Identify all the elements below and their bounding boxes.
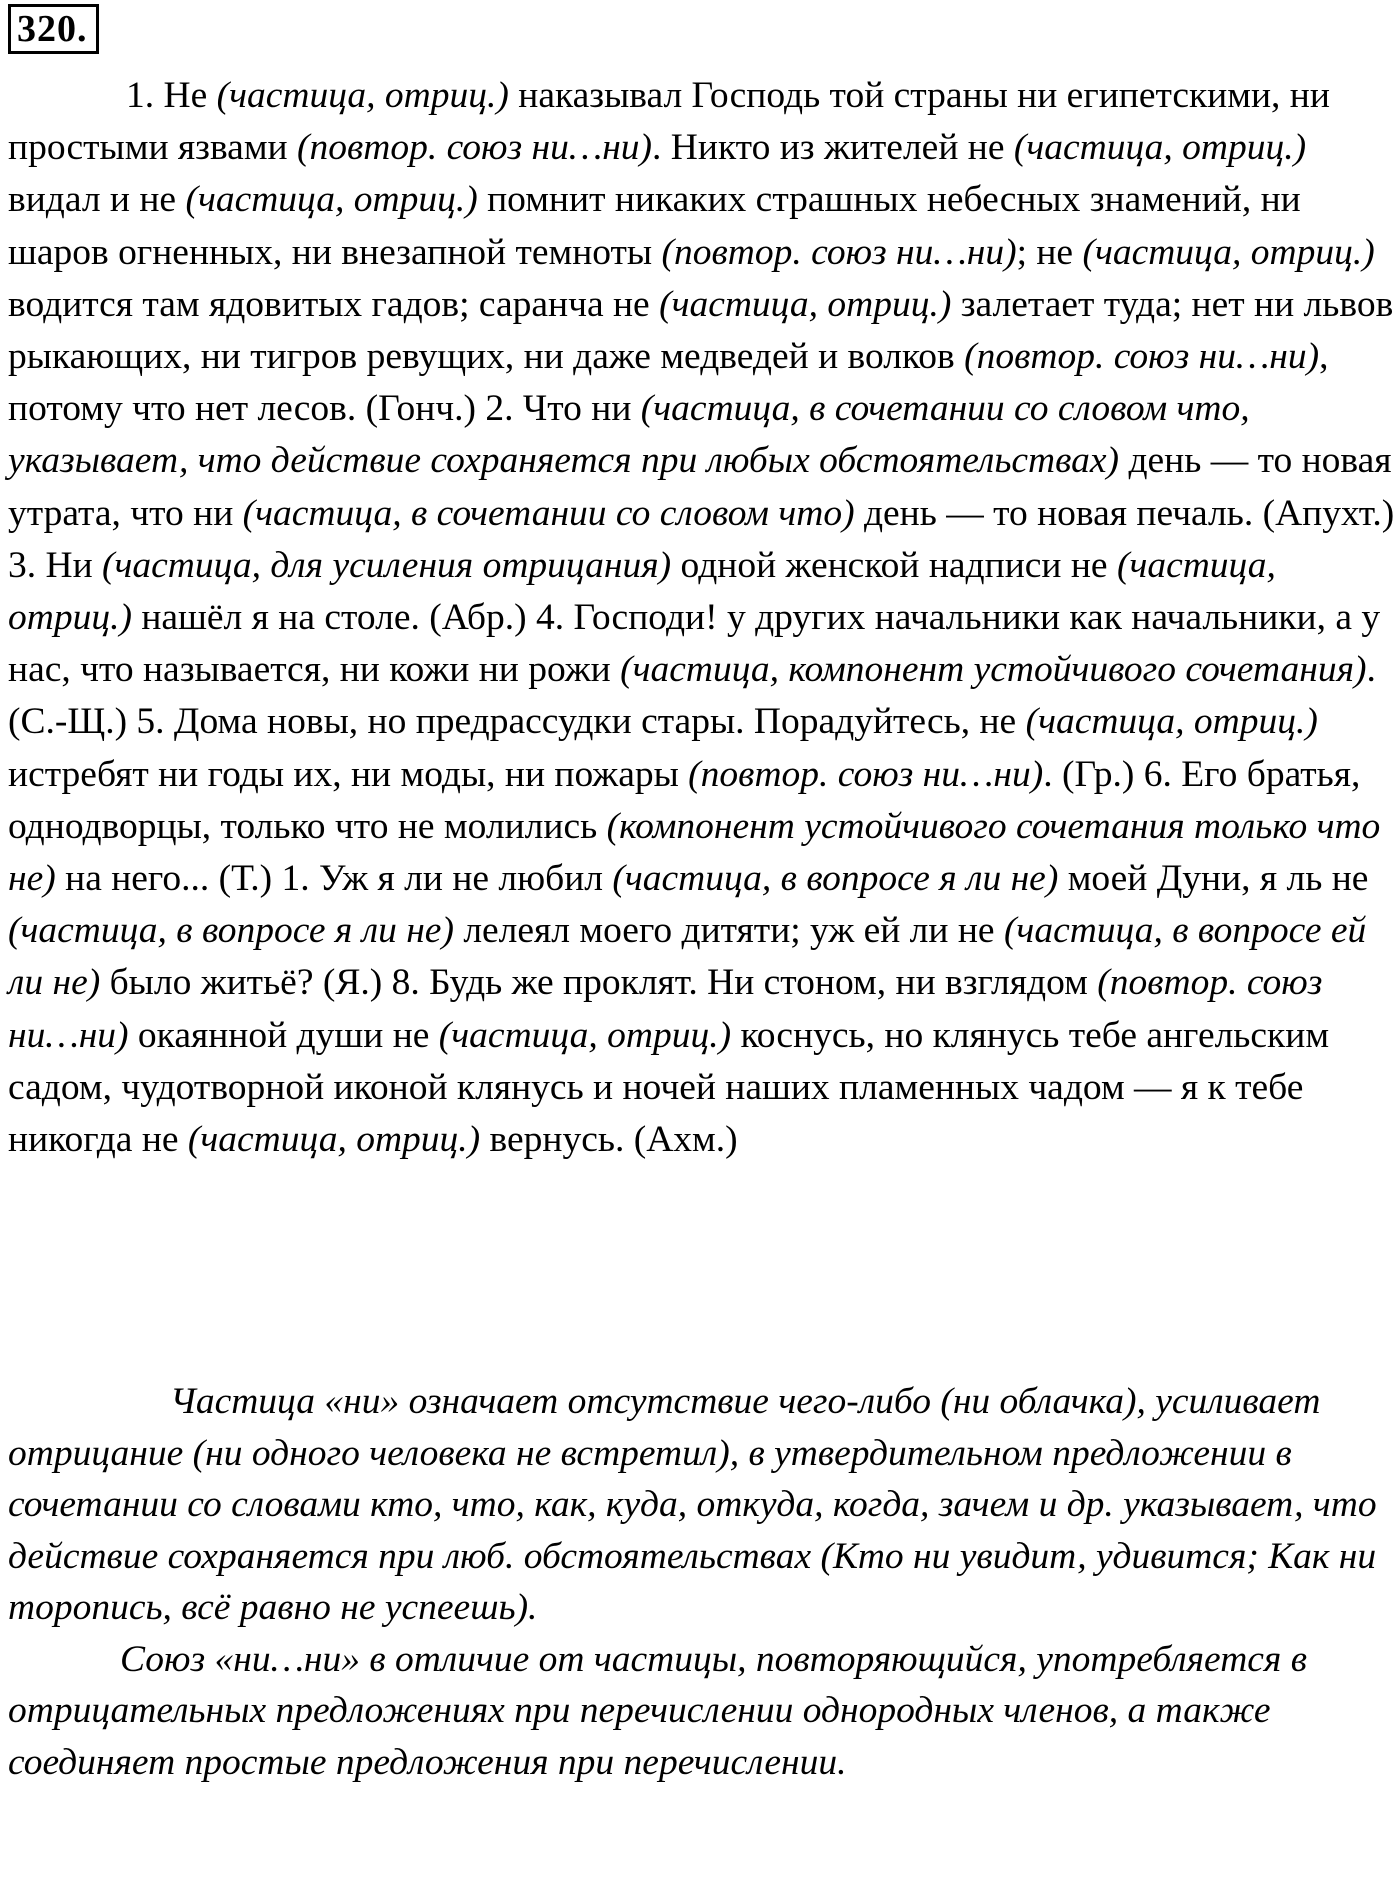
grammar-annotation: (частица, компонент устойчивого сочетания) bbox=[620, 649, 1367, 691]
note-conjunction-ni-ni: Союз «ни…ни» в отличие от частицы, повторяющийся, употребляется в отрицательных предложениях при перечислении однородных членов, а также соединяет простые предложения при перечислении. bbox=[8, 1638, 1308, 1783]
grammar-annotation: (повтор. союз ни…ни) bbox=[688, 753, 1044, 795]
grammar-annotation: (частица, в вопросе ей ли не) bbox=[8, 910, 1367, 1004]
text-segment: . (Гр.) 6. Его братья, однодворцы, только что не молились bbox=[8, 753, 1361, 847]
grammar-annotation: (частица, в вопросе я ли не) bbox=[8, 910, 454, 952]
text-segment: вернусь. (Ахм.) bbox=[480, 1119, 738, 1161]
grammar-annotation: (частица, отриц.) bbox=[187, 1119, 481, 1161]
exercise-paragraph bbox=[8, 70, 1400, 1166]
text-segment: на него... (Т.) 1. Уж я ли не любил bbox=[55, 858, 613, 900]
grammar-annotation: (частица, отриц.) bbox=[1013, 127, 1307, 169]
exercise-text bbox=[8, 70, 1400, 1166]
text-segment: , потому что нет лесов. (Гонч.) 2. Что ни bbox=[8, 336, 1329, 430]
grammar-annotation: (повтор. союз ни…ни) bbox=[8, 962, 1323, 1056]
text-segment: нашёл я на столе. (Абр.) 4. Господи! у других начальники как начальники, а у нас, что называется, ни кожи ни рожи bbox=[8, 597, 1381, 691]
text-segment: окаянной души не bbox=[128, 1014, 439, 1056]
grammar-annotation: (частица, отриц.) bbox=[185, 179, 478, 221]
text-segment: одной женской надписи не bbox=[671, 544, 1117, 586]
text-segment: моей Дуни, я ль не bbox=[1058, 858, 1369, 900]
grammar-annotation: (частица, отриц.) bbox=[1025, 701, 1318, 743]
text-segment: . (С.-Щ.) 5. Дома новы, но предрассудки стары. Порадуйтесь, не bbox=[8, 649, 1376, 743]
note-particle-ni: Частица «ни» означает отсутствие чего-либо (ни облачка), усиливает отрицание (ни одного человека не встретил), в утвердительном предложении в сочетании со словами кто, что, как, куда, откуда, когда, зачем и др. указывает, что действие сохраняется при люб. обстоятельствах (Кто ни увидит, удивится; Как ни торопись, всё равно не успеешь). bbox=[8, 1381, 1377, 1628]
text-segment: день — то новая утрата, что ни bbox=[8, 440, 1392, 534]
grammar-annotation: (частица, отриц.) bbox=[1082, 231, 1375, 273]
text-segment: истребят ни годы их, ни моды, ни пожары bbox=[8, 753, 689, 795]
text-segment: водится там ядовитых гадов; саранча не bbox=[8, 283, 660, 325]
text-segment: видал и не bbox=[8, 179, 186, 221]
grammar-annotation: (повтор. союз ни…ни) bbox=[297, 127, 653, 169]
text-segment: день — то новая печаль. (Апухт.) 3. Ни bbox=[8, 492, 1395, 586]
grammar-annotation: (частица, в вопросе я ли не) bbox=[612, 858, 1059, 900]
grammar-note bbox=[8, 1376, 1400, 1788]
grammar-annotation: (частица, отриц.) bbox=[659, 283, 952, 325]
exercise-number: 320. bbox=[8, 4, 99, 54]
grammar-annotation: (повтор. союз ни…ни) bbox=[964, 336, 1320, 378]
text-segment: 1. Не bbox=[126, 75, 217, 116]
text-segment: ; не bbox=[1016, 231, 1083, 273]
text-segment: было житьё? (Я.) 8. Будь же проклят. Ни стоном, ни взглядом bbox=[100, 962, 1098, 1004]
text-segment: наказывал Господь той страны ни египетскими, ни простыми язвами bbox=[8, 75, 1330, 169]
grammar-annotation: (частица, в сочетании со словом что) bbox=[242, 492, 855, 534]
text-segment: помнит никаких страшных небесных знамений, ни шаров огненных, ни внезапной темноты bbox=[8, 179, 1301, 273]
grammar-annotation: (компонент устойчивого сочетания только что не) bbox=[8, 805, 1381, 900]
grammar-annotation: (частица, отриц.) bbox=[216, 75, 509, 116]
grammar-annotation: (частица, в сочетании со словом что, указывает, что действие сохраняется при любых обстоятельствах) bbox=[8, 388, 1250, 482]
text-segment: . Никто из жителей не bbox=[652, 127, 1014, 169]
text-segment: коснусь, но клянусь тебе ангельским садом, чудотворной иконой клянусь и ночей наших пламенных чадом — я к тебе никогда не bbox=[8, 1014, 1330, 1161]
grammar-annotation: (частица, отриц.) bbox=[438, 1014, 732, 1056]
text-segment: залетает туда; нет ни львов рыкающих, ни тигров ревущих, ни даже медведей и волков bbox=[8, 283, 1394, 378]
grammar-annotation: (повтор. союз ни…ни) bbox=[661, 231, 1017, 273]
text-segment: лелеял моего дитяти; уж ей ли не bbox=[453, 910, 1004, 952]
grammar-annotation: (частица, отриц.) bbox=[8, 544, 1276, 639]
grammar-annotation: (частица, для усиления отрицания) bbox=[102, 544, 672, 586]
